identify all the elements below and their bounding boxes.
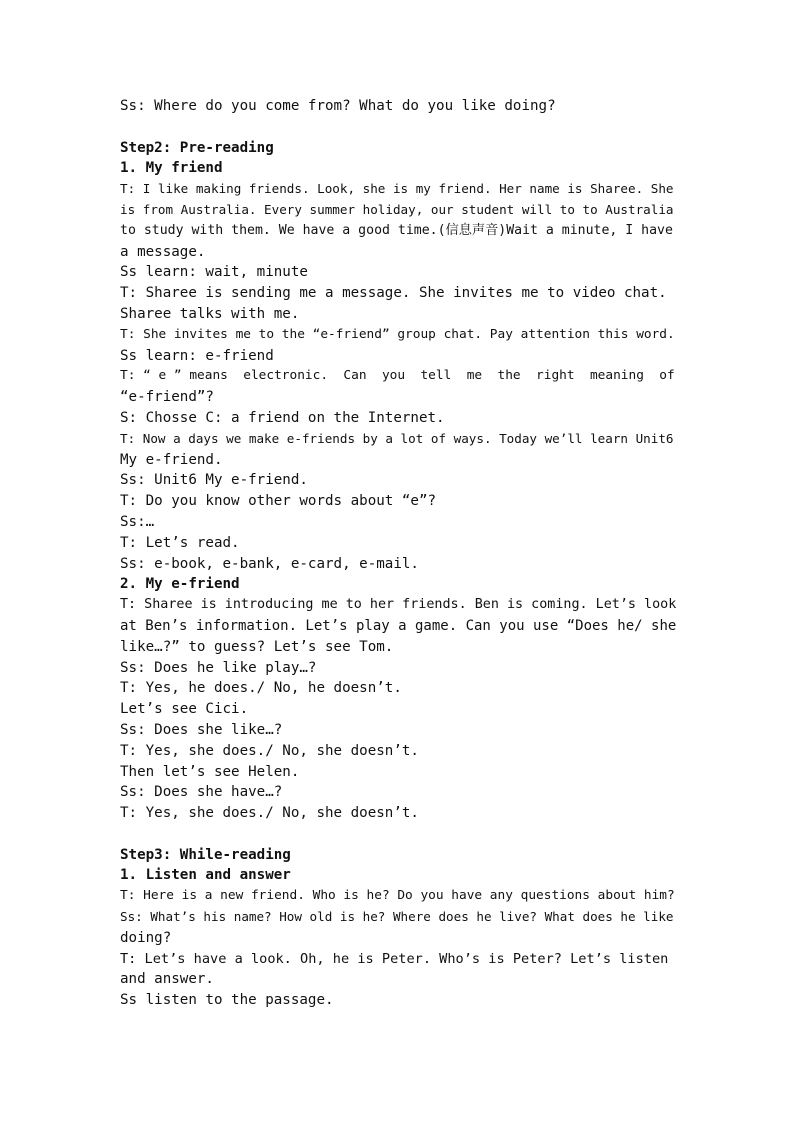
paragraph-line: “e-friend”? [120,389,214,406]
blank-line [120,824,676,845]
paragraph-line: T: Sharee is sending me a message. She invites me to video chat. [120,285,667,302]
paragraph-line: Sharee talks with me. [120,305,300,322]
my-friend-heading: 1. My friend [120,160,223,177]
document-page [120,96,676,1011]
paragraph-line: T: Here is a new friend. Who is he? Do you have any questions about him? [120,888,675,904]
paragraph-line: Ss learn: e-friend [120,347,274,364]
listen-and-answer-heading: 1. Listen and answer [120,867,291,884]
blank-line [120,117,676,138]
paragraph-line: T: “ e ” means electronic. Can you tell me the right meaning of [120,368,675,384]
step2-heading: Step2: Pre-reading [120,139,274,156]
paragraph-line: My e-friend. [120,451,223,468]
paragraph-line: Then let’s see Helen. [120,763,300,780]
paragraph-line: Ss:… [120,513,155,530]
paragraph-line: is from Australia. Every summer holiday, our student will to to Australia [120,201,674,217]
paragraph-line: Let’s see Cici. [120,701,249,718]
paragraph-line: Ss: Does she like…? [120,721,283,738]
paragraph-line: T: Let’s read. [120,534,240,551]
paragraph-line: Ss learn: wait, minute [120,264,308,281]
paragraph-line: Ss: What’s his name? How old is he? Where does he live? What does he like [120,909,674,925]
paragraph-line: T: Yes, she does./ No, she doesn’t. [120,742,419,759]
paragraph-line: T: I like making friends. Look, she is my friend. Her name is Sharee. She [120,181,674,197]
paragraph-line: Ss: Does she have…? [120,784,283,801]
paragraph-line: and answer. [120,971,214,988]
paragraph-line: Ss: e-book, e-bank, e-card, e-mail. [120,555,419,572]
intro-line: Ss: Where do you come from? What do you like doing? [120,98,556,114]
paragraph-line: T: Now a days we make e-friends by a lot of ways. Today we’ll learn Unit6 [120,430,674,446]
my-e-friend-heading: 2. My e-friend [120,576,240,593]
paragraph-line: T: Let’s have a look. Oh, he is Peter. Who’s is Peter? Let’s listen [120,950,669,967]
paragraph-line: T: She invites me to the “e-friend” group chat. Pay attention this word. [120,326,675,342]
paragraph-line: to study with them. We have a good time.(信息声音)Wait a minute, I have [120,222,673,238]
paragraph-line: like…?” to guess? Let’s see Tom. [120,638,394,655]
paragraph-line: T: Yes, she does./ No, she doesn’t. [120,805,419,822]
paragraph-line: at Ben’s information. Let’s play a game. Can you use “Does he/ she [120,617,677,634]
paragraph-line: Ss: Unit6 My e-friend. [120,472,308,489]
paragraph-line: a message. [120,243,206,260]
paragraph-line: S: Chosse C: a friend on the Internet. [120,409,445,426]
paragraph-line: doing? [120,929,172,946]
paragraph-line: Ss listen to the passage. [120,992,334,1009]
paragraph-line: T: Do you know other words about “e”? [120,493,437,510]
step3-heading: Step3: While-reading [120,846,291,863]
paragraph-line: T: Sharee is introducing me to her friends. Ben is coming. Let’s look [120,597,677,613]
paragraph-line: T: Yes, he does./ No, he doesn’t. [120,680,402,697]
paragraph-line: Ss: Does he like play…? [120,659,317,676]
